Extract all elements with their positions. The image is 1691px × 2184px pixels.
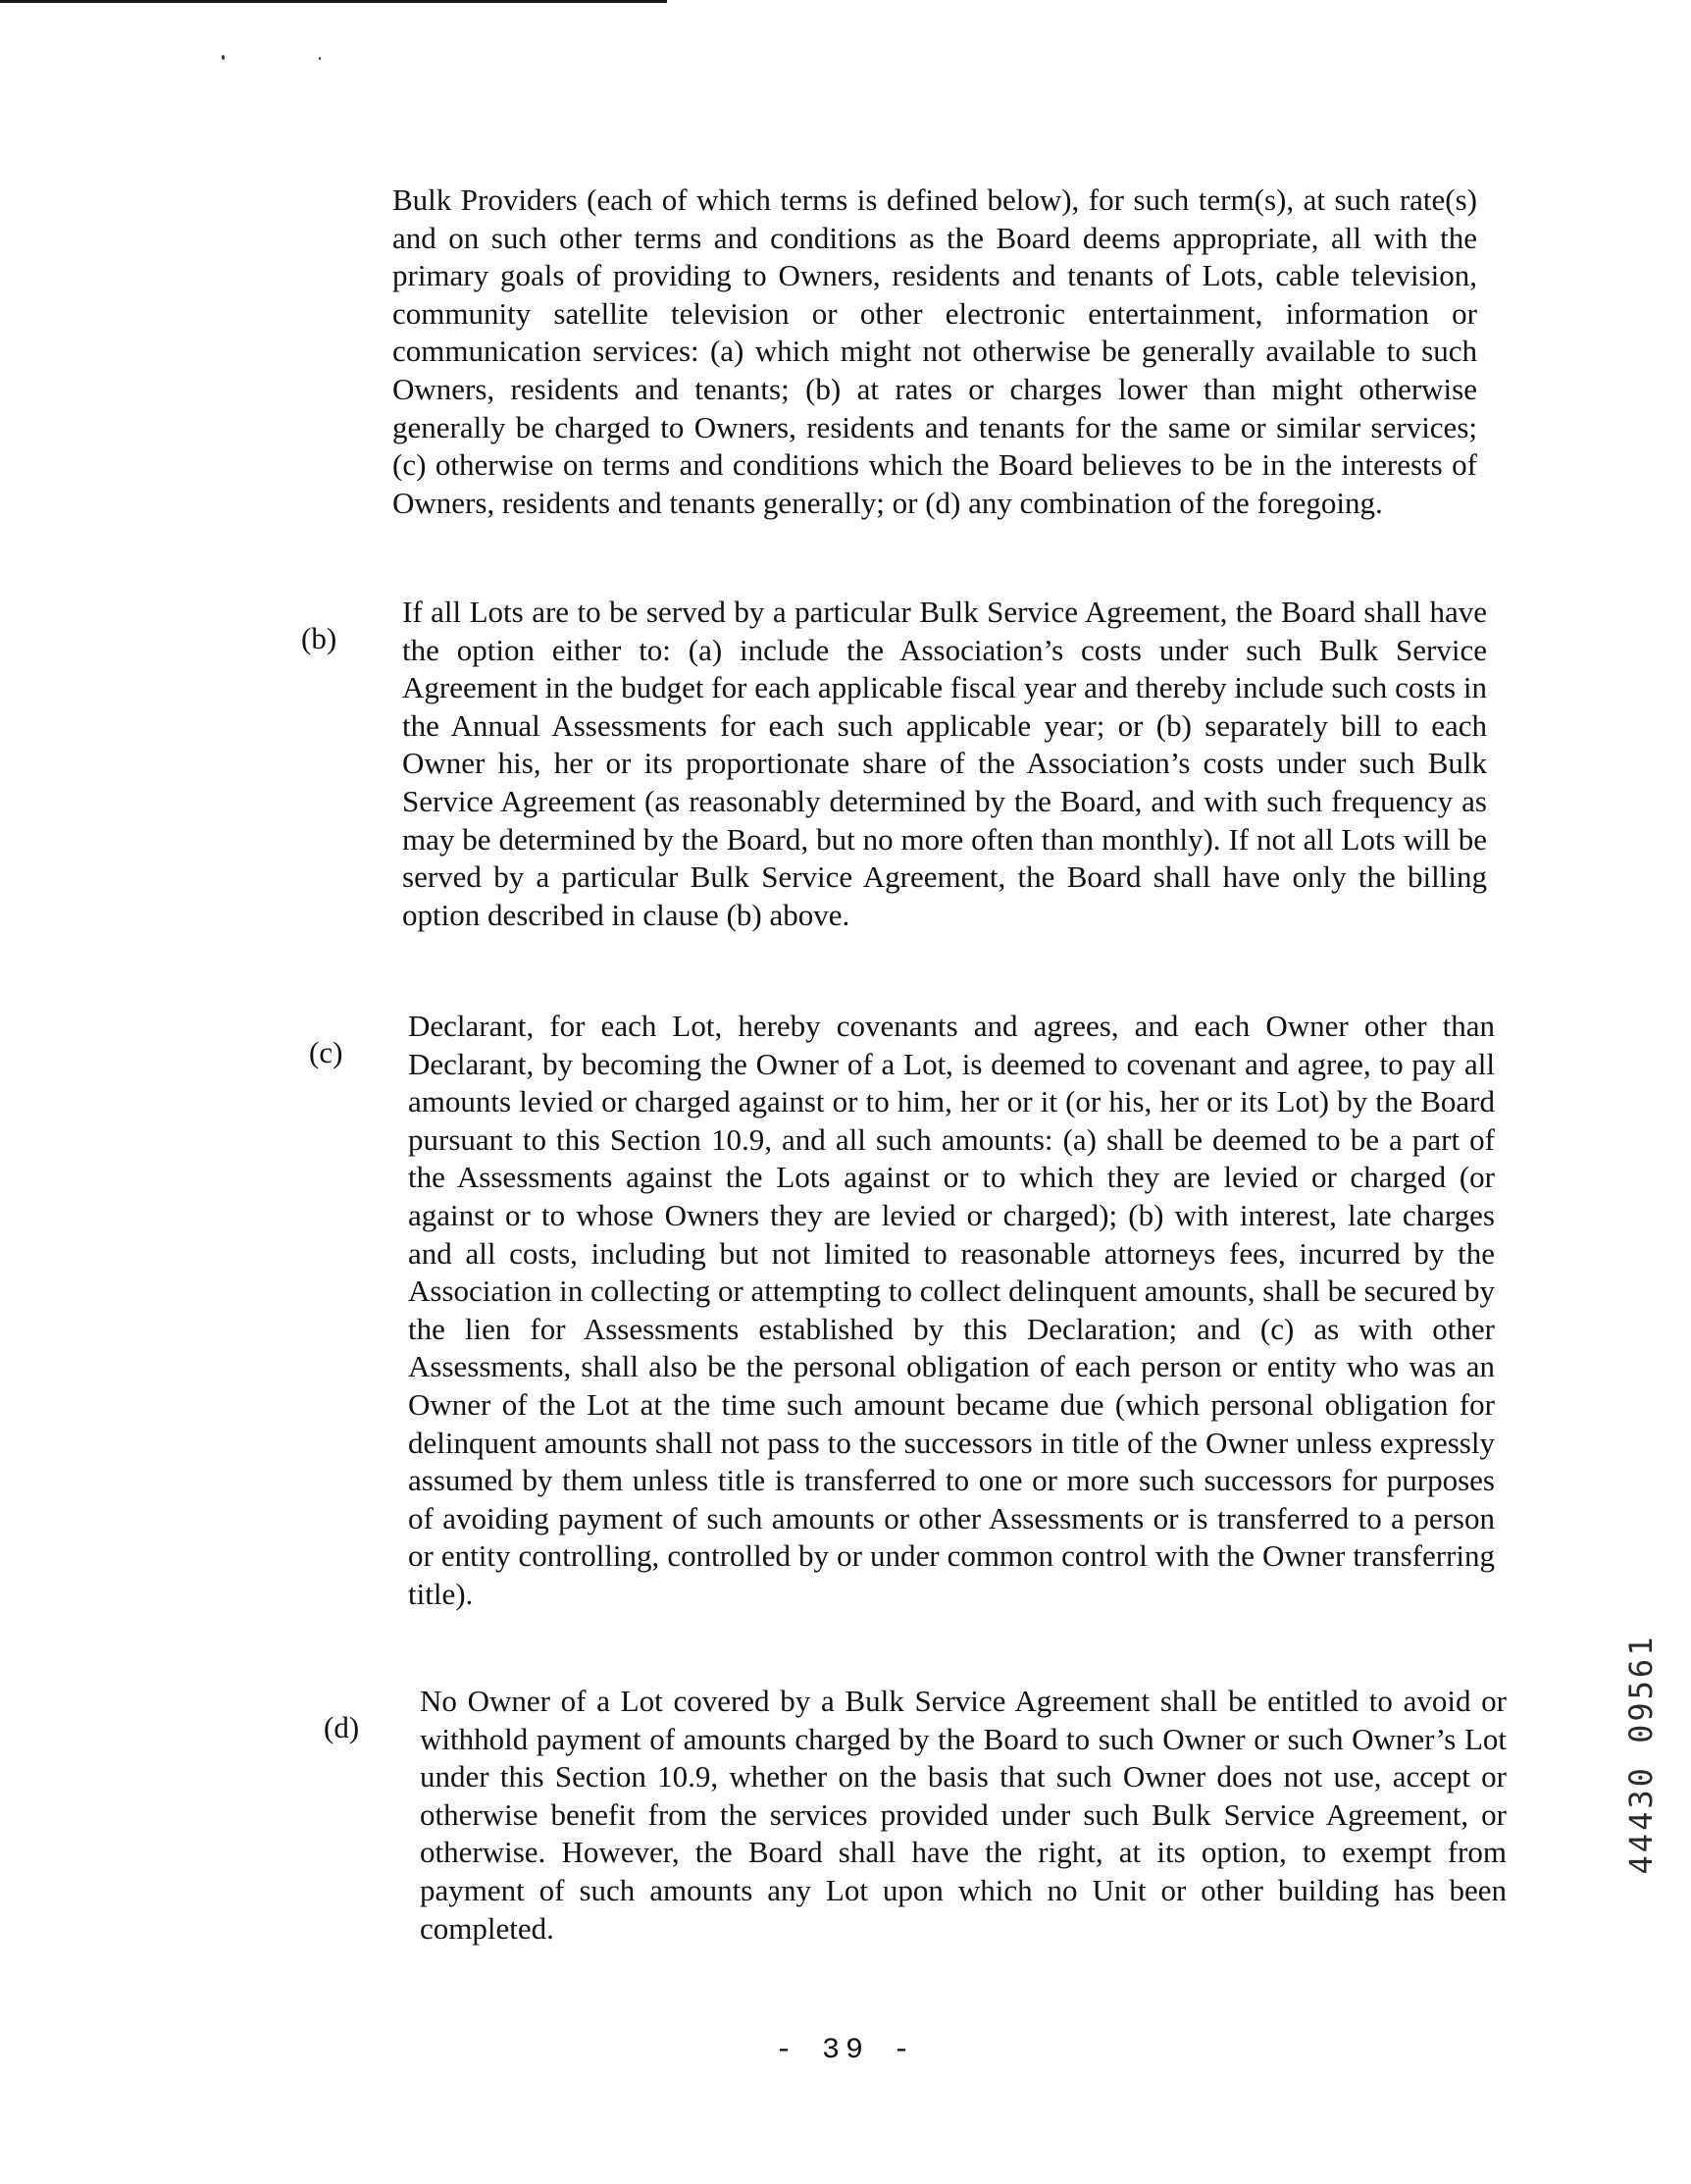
side-stamp xyxy=(1612,1578,1670,1931)
paragraph-c-text: Declarant, for each Lot, hereby covenants and agrees, and each Owner other than Declarant, by becoming the Owner of a Lot, is deemed to covenant and agree, to pay all amounts levied or charged against or to him, her or it (or his, her or its Lot) by the Board pursuant to this Section 10.9, and all such amounts: (a) shall be deemed to be a part of the Assessments against the Lots against or to which they are levied or charged (or against or to whose Owners they are levied or charged); (b) with interest, late charges and all costs, including but not limited to reasonable attorneys fees, incurred by the Association in collecting or attempting to collect delinquent amounts, shall be secured by the lien for Assessments established by this Declaration; and (c) as with other Assessments, shall also be the personal obligation of each person or entity who was an Owner of the Lot at the time such amount became due (which personal obligation for delinquent amounts shall not pass to the successors in title of the Owner unless expressly assumed by them unless title is transferred to one or more such successors for purposes of avoiding payment of such amounts or other Assessments or is transferred to a person or entity controlling, controlled by or under common control with the Owner transferring title). xyxy=(408,1009,1495,1611)
scan-speck xyxy=(319,57,321,60)
clause-label-c: (c) xyxy=(309,1035,343,1069)
paragraph-d-text: No Owner of a Lot covered by a Bulk Service Agreement shall be entitled to avoid or withhold payment of amounts charged by the Board to such Owner or such Owner’s Lot under this Section 10.9, whether on the basis that such Owner does not use, accept or otherwise benefit from the services provided under such Bulk Service Agreement, or otherwise. However, the Board shall have the right, at its option, to exempt from payment of such amounts any Lot upon which no Unit or other building has been completed. xyxy=(420,1684,1507,1946)
scan-edge-line xyxy=(0,0,667,3)
paragraph-d xyxy=(420,1683,1507,1948)
page-number: - 39 - xyxy=(774,2034,917,2067)
paragraph-c xyxy=(408,1008,1495,1614)
scan-speck xyxy=(222,55,225,60)
clause-label-b: (b) xyxy=(301,621,337,655)
paragraph-b-text: If all Lots are to be served by a particular Bulk Service Agreement, the Board shall have the option either to: (a) include the Association’s costs under such Bulk Service Agreement in the budget for each applicable fiscal year and thereby include such costs in the Annual Assessments for each such applicable year; or (b) separately bill to each Owner his, her or its proportionate share of the Association’s costs under such Bulk Service Agreement (as reasonably determined by the Board, and with such frequency as may be determined by the Board, but no more often than monthly). If not all Lots will be served by a particular Bulk Service Agreement, the Board shall have only the billing option described in clause (b) above. xyxy=(402,595,1487,932)
paragraph-b xyxy=(402,594,1487,934)
side-stamp-text: 44430 09561 xyxy=(1622,1634,1660,1875)
paragraph-intro-text: Bulk Providers (each of which terms is defined below), for such term(s), at such rate(s) and on such other terms and conditions as the Board deems appropriate, all with the primary goals of providing to Owners, residents and tenants of Lots, cable television, community satellite television or other electronic entertainment, information or communication services: (a) which might not otherwise be generally available to such Owners, residents and tenants; (b) at rates or charges lower than might otherwise generally be charged to Owners, residents and tenants for the same or similar services; (c) otherwise on terms and conditions which the Board believes to be in the interests of Owners, residents and tenants generally; or (d) any combination of the foregoing. xyxy=(392,182,1477,520)
paragraph-intro xyxy=(392,182,1477,522)
clause-label-d: (d) xyxy=(324,1710,360,1744)
